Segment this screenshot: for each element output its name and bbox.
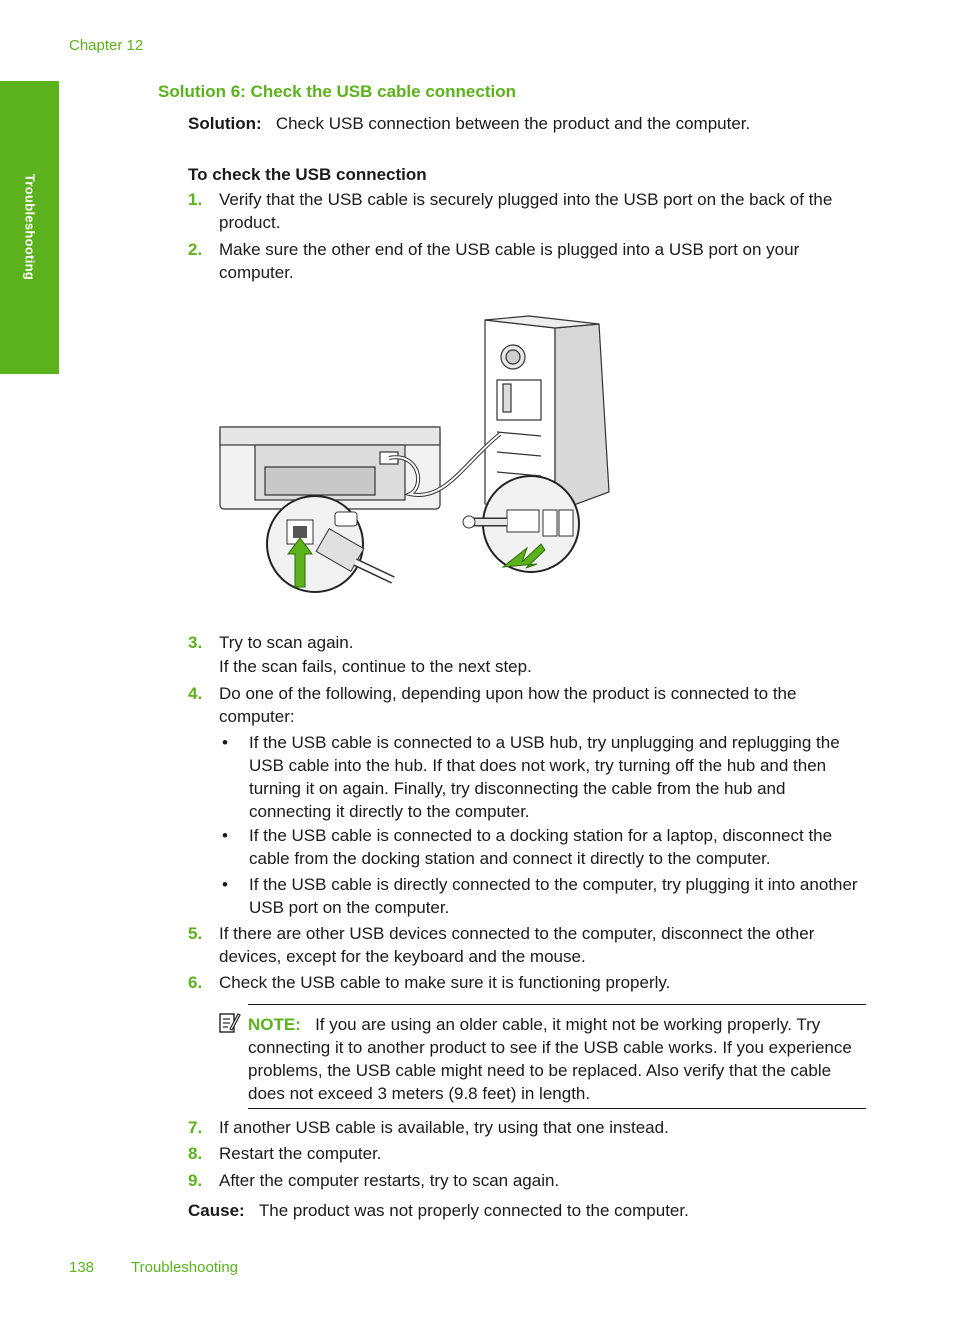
step-text: After the computer restarts, try to scan again. [219, 1171, 560, 1190]
computer-usb-port-closeup [463, 476, 579, 572]
bullet-symbol: • [222, 733, 228, 752]
step-text: Try to scan again. [219, 633, 354, 652]
step-text: Restart the computer. [219, 1144, 382, 1163]
note-label: NOTE: [248, 1015, 301, 1034]
bullet-symbol: • [222, 875, 228, 894]
side-tab-label: Troubleshooting [22, 173, 38, 281]
cause-label: Cause: [188, 1201, 245, 1220]
step-text: Do one of the following, depending upon how the product is connected to the computer: [219, 684, 797, 726]
step-number: 4. [188, 684, 203, 703]
bullet-text: If the USB cable is connected to a docking station for a laptop, disconnect the cable from the docking station and connect it directly to the computer. [249, 826, 833, 868]
footer-title: Troubleshooting [131, 1259, 239, 1276]
solution-line [188, 112, 750, 135]
printer-image [220, 427, 440, 509]
bullet-symbol: • [222, 826, 228, 845]
note-body: If you are using an older cable, it might not be working properly. Try connecting it to another product to see if the USB cable works. If you experience problems, the USB cable might need to be replaced. Also verify that the cable does not exceed 3 meters (9.8 feet) in length. [248, 1015, 852, 1103]
page-number: 138 [69, 1259, 95, 1276]
step-number: 9. [188, 1171, 203, 1190]
step-number: 6. [188, 973, 203, 992]
step-text: If another USB cable is available, try using that one instead. [219, 1118, 669, 1137]
procedure-title: To check the USB connection [188, 165, 427, 184]
step-text: Verify that the USB cable is securely plugged into the USB port on the back of the product. [219, 190, 833, 232]
step-number: 2. [188, 240, 203, 259]
usb-connection-illustration [215, 312, 615, 597]
step-number: 8. [188, 1144, 203, 1163]
note-pencil-icon [219, 1011, 241, 1035]
solution-label: Solution: [188, 114, 262, 133]
cause-text: The product was not properly connected to the computer. [258, 1201, 689, 1220]
step-subtext: If the scan fails, continue to the next step. [219, 657, 532, 676]
step-number: 5. [188, 924, 203, 943]
cause-line [188, 1199, 689, 1222]
bullet-text: If the USB cable is directly connected to the computer, try plugging it into another USB port on the computer. [249, 875, 858, 917]
solution-text: Check USB connection between the product and the computer. [275, 114, 751, 133]
chapter-header: Chapter 12 [69, 37, 144, 54]
step-number: 7. [188, 1118, 203, 1137]
section-title: Solution 6: Check the USB cable connection [158, 82, 516, 101]
printer-usb-port-closeup [267, 496, 393, 592]
step-number: 1. [188, 190, 203, 209]
side-tab [0, 81, 59, 374]
step-text: Make sure the other end of the USB cable is plugged into a USB port on your computer. [219, 240, 800, 282]
step-text: If there are other USB devices connected to the computer, disconnect the other devices, except for the keyboard and the mouse. [219, 924, 815, 966]
note-box [248, 1004, 866, 1109]
bullet-text: If the USB cable is connected to a USB hub, try unplugging and replugging the USB cable into the hub. If that does not work, try turning off the hub and then turning it on again. Finally, try disconnecting the cable from the hub and connecting it directly to the computer. [249, 733, 840, 821]
note-text [248, 1013, 868, 1105]
step-text: Check the USB cable to make sure it is functioning properly. [219, 973, 671, 992]
step-number: 3. [188, 633, 203, 652]
